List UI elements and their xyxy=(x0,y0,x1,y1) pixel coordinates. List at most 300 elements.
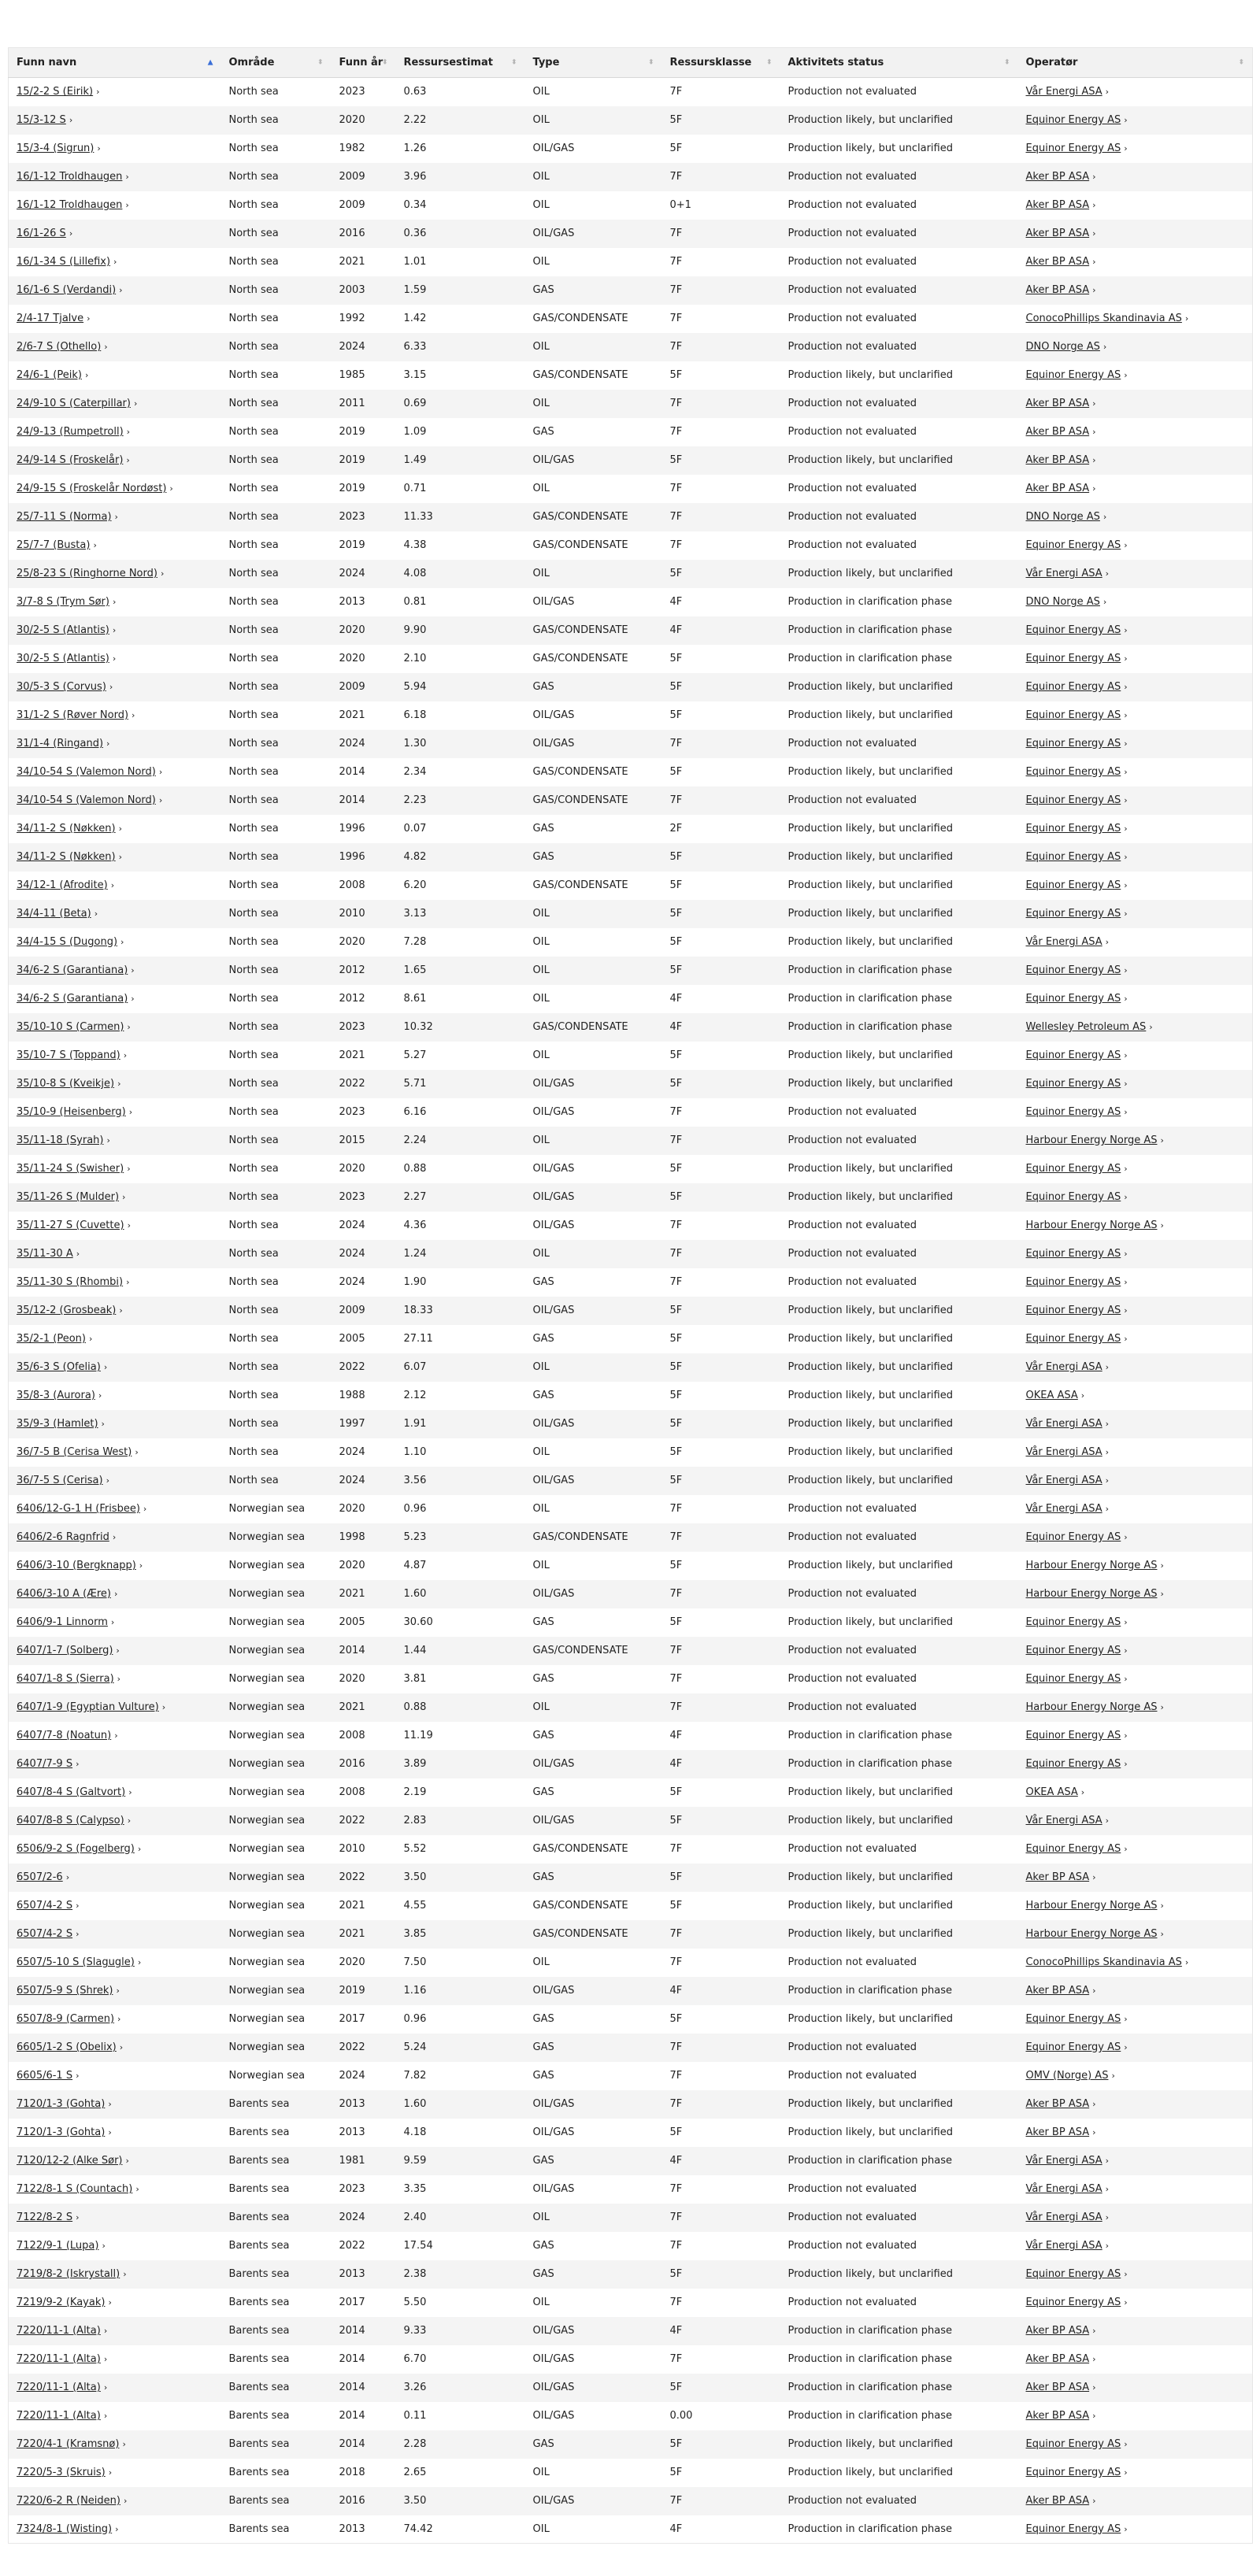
operator-link[interactable]: Aker BP ASA xyxy=(1025,398,1090,409)
operator-link[interactable]: Equinor Energy AS xyxy=(1025,1673,1121,1685)
operator-link[interactable]: Equinor Energy AS xyxy=(1025,624,1121,636)
operator-link[interactable]: Equinor Energy AS xyxy=(1025,1843,1121,1855)
operator-link[interactable]: Equinor Energy AS xyxy=(1025,851,1121,863)
operator-link[interactable]: Equinor Energy AS xyxy=(1025,2467,1121,2478)
chevron-right-icon[interactable]: › xyxy=(123,1050,128,1060)
discovery-link[interactable]: 7219/9-2 (Kayak) xyxy=(17,2297,106,2308)
discovery-link[interactable]: 6407/8-8 S (Calypso) xyxy=(17,1815,124,1827)
discovery-link[interactable]: 35/2-1 (Peon) xyxy=(17,1333,86,1345)
discovery-link[interactable]: 25/8-23 S (Ringhorne Nord) xyxy=(17,568,158,579)
discovery-link[interactable]: 6407/1-8 S (Sierra) xyxy=(17,1673,114,1685)
chevron-right-icon[interactable]: › xyxy=(125,172,129,182)
chevron-right-icon[interactable]: › xyxy=(143,1504,147,1514)
operator-link[interactable]: Equinor Energy AS xyxy=(1025,1616,1121,1628)
operator-link[interactable]: Equinor Energy AS xyxy=(1025,114,1121,126)
chevron-right-icon[interactable]: › xyxy=(1124,795,1128,805)
discovery-link[interactable]: 6507/5-9 S (Shrek) xyxy=(17,1985,113,1997)
discovery-link[interactable]: 6605/6-1 S xyxy=(17,2070,73,2082)
chevron-right-icon[interactable]: › xyxy=(1105,1362,1110,1372)
operator-link[interactable]: OKEA ASA xyxy=(1025,1786,1078,1798)
chevron-right-icon[interactable]: › xyxy=(108,2099,112,2109)
discovery-link[interactable]: 7220/4-1 (Kramsnø) xyxy=(17,2438,120,2450)
discovery-link[interactable]: 7120/1-3 (Gohta) xyxy=(17,2126,106,2138)
chevron-right-icon[interactable]: › xyxy=(1092,172,1096,182)
chevron-right-icon[interactable]: › xyxy=(1124,852,1128,862)
discovery-link[interactable]: 36/7-5 S (Cerisa) xyxy=(17,1475,103,1486)
chevron-right-icon[interactable]: › xyxy=(1105,1504,1110,1514)
operator-link[interactable]: Aker BP ASA xyxy=(1025,454,1090,466)
discovery-link[interactable]: 30/5-3 S (Corvus) xyxy=(17,681,106,693)
chevron-right-icon[interactable]: › xyxy=(1092,1872,1096,1882)
chevron-right-icon[interactable]: › xyxy=(1092,483,1096,494)
chevron-right-icon[interactable]: › xyxy=(1160,1135,1164,1146)
chevron-right-icon[interactable]: › xyxy=(76,2212,80,2223)
discovery-link[interactable]: 7220/5-3 (Skruis) xyxy=(17,2467,106,2478)
chevron-right-icon[interactable]: › xyxy=(1124,1334,1128,1344)
chevron-right-icon[interactable]: › xyxy=(1149,1022,1153,1032)
chevron-right-icon[interactable]: › xyxy=(106,738,110,749)
discovery-link[interactable]: 34/4-15 S (Dugong) xyxy=(17,936,118,948)
chevron-right-icon[interactable]: › xyxy=(1124,2042,1128,2052)
operator-link[interactable]: Equinor Energy AS xyxy=(1025,1078,1121,1090)
chevron-right-icon[interactable]: › xyxy=(108,2297,112,2308)
discovery-link[interactable]: 35/10-9 (Heisenberg) xyxy=(17,1106,126,1118)
chevron-right-icon[interactable]: › xyxy=(125,200,129,210)
chevron-right-icon[interactable]: › xyxy=(112,597,117,607)
chevron-right-icon[interactable]: › xyxy=(1105,2212,1110,2223)
chevron-right-icon[interactable]: › xyxy=(118,852,123,862)
operator-link[interactable]: Equinor Energy AS xyxy=(1025,823,1121,835)
operator-link[interactable]: Aker BP ASA xyxy=(1025,2495,1090,2507)
chevron-right-icon[interactable]: › xyxy=(1105,1419,1110,1429)
chevron-right-icon[interactable]: › xyxy=(1124,1844,1128,1854)
chevron-right-icon[interactable]: › xyxy=(1124,2269,1128,2279)
discovery-link[interactable]: 16/1-26 S xyxy=(17,228,66,239)
discovery-link[interactable]: 7220/11-1 (Alta) xyxy=(17,2410,101,2422)
discovery-link[interactable]: 16/1-34 S (Lillefix) xyxy=(17,256,111,268)
chevron-right-icon[interactable]: › xyxy=(123,2269,127,2279)
chevron-right-icon[interactable]: › xyxy=(133,398,138,409)
chevron-right-icon[interactable]: › xyxy=(126,455,130,465)
discovery-link[interactable]: 7220/6-2 R (Neiden) xyxy=(17,2495,120,2507)
discovery-link[interactable]: 7122/9-1 (Lupa) xyxy=(17,2240,99,2252)
operator-link[interactable]: Harbour Energy Norge AS xyxy=(1025,1701,1158,1713)
chevron-right-icon[interactable]: › xyxy=(1124,682,1128,692)
chevron-right-icon[interactable]: › xyxy=(126,1277,130,1287)
discovery-link[interactable]: 30/2-5 S (Atlantis) xyxy=(17,653,109,664)
operator-link[interactable]: Equinor Energy AS xyxy=(1025,2297,1121,2308)
sort-icon[interactable]: ⬍ xyxy=(1238,58,1244,66)
discovery-link[interactable]: 24/6-1 (Peik) xyxy=(17,369,82,381)
discovery-link[interactable]: 34/6-2 S (Garantiana) xyxy=(17,993,128,1005)
operator-link[interactable]: Aker BP ASA xyxy=(1025,171,1090,183)
discovery-link[interactable]: 24/9-10 S (Caterpillar) xyxy=(17,398,131,409)
discovery-link[interactable]: 34/12-1 (Afrodite) xyxy=(17,879,108,891)
discovery-link[interactable]: 16/1-12 Troldhaugen xyxy=(17,171,123,183)
chevron-right-icon[interactable]: › xyxy=(119,2042,124,2052)
chevron-right-icon[interactable]: › xyxy=(1102,342,1107,352)
chevron-right-icon[interactable]: › xyxy=(1124,767,1128,777)
operator-link[interactable]: DNO Norge AS xyxy=(1025,341,1100,353)
chevron-right-icon[interactable]: › xyxy=(1124,2439,1128,2449)
operator-link[interactable]: Aker BP ASA xyxy=(1025,228,1090,239)
chevron-right-icon[interactable]: › xyxy=(87,313,91,324)
chevron-right-icon[interactable]: › xyxy=(69,115,73,125)
chevron-right-icon[interactable]: › xyxy=(127,1164,131,1174)
chevron-right-icon[interactable]: › xyxy=(108,2127,112,2137)
chevron-right-icon[interactable]: › xyxy=(65,1872,70,1882)
chevron-right-icon[interactable]: › xyxy=(1124,824,1128,834)
chevron-right-icon[interactable]: › xyxy=(114,1589,118,1599)
operator-link[interactable]: Aker BP ASA xyxy=(1025,199,1090,211)
chevron-right-icon[interactable]: › xyxy=(1124,653,1128,664)
chevron-right-icon[interactable]: › xyxy=(118,824,123,834)
chevron-right-icon[interactable]: › xyxy=(1124,2297,1128,2308)
discovery-link[interactable]: 7220/11-1 (Alta) xyxy=(17,2353,101,2365)
operator-link[interactable]: Vår Energi ASA xyxy=(1025,86,1102,98)
chevron-right-icon[interactable]: › xyxy=(104,342,108,352)
operator-link[interactable]: Equinor Energy AS xyxy=(1025,142,1121,154)
chevron-right-icon[interactable]: › xyxy=(122,2439,126,2449)
chevron-right-icon[interactable]: › xyxy=(119,285,123,295)
chevron-right-icon[interactable]: › xyxy=(76,1901,80,1911)
chevron-right-icon[interactable]: › xyxy=(137,1957,142,1967)
discovery-link[interactable]: 16/1-12 Troldhaugen xyxy=(17,199,123,211)
operator-link[interactable]: Aker BP ASA xyxy=(1025,2325,1090,2337)
chevron-right-icon[interactable]: › xyxy=(1160,1929,1164,1939)
discovery-link[interactable]: 6406/3-10 (Bergknapp) xyxy=(17,1560,136,1571)
discovery-link[interactable]: 7122/8-2 S xyxy=(17,2211,73,2223)
operator-link[interactable]: Vår Energi ASA xyxy=(1025,1361,1102,1373)
operator-link[interactable]: Equinor Energy AS xyxy=(1025,1645,1121,1656)
discovery-link[interactable]: 15/2-2 S (Eirik) xyxy=(17,86,94,98)
chevron-right-icon[interactable]: › xyxy=(1102,597,1107,607)
discovery-link[interactable]: 34/10-54 S (Valemon Nord) xyxy=(17,766,156,778)
chevron-right-icon[interactable]: › xyxy=(1080,1390,1085,1401)
chevron-right-icon[interactable]: › xyxy=(1184,313,1189,324)
operator-link[interactable]: Harbour Energy Norge AS xyxy=(1025,1900,1158,1912)
chevron-right-icon[interactable]: › xyxy=(126,427,131,437)
chevron-right-icon[interactable]: › xyxy=(122,1192,126,1202)
operator-link[interactable]: Equinor Energy AS xyxy=(1025,1191,1121,1203)
discovery-link[interactable]: 6506/9-2 S (Fogelberg) xyxy=(17,1843,135,1855)
operator-link[interactable]: Harbour Energy Norge AS xyxy=(1025,1588,1158,1600)
chevron-right-icon[interactable]: › xyxy=(109,682,113,692)
chevron-right-icon[interactable]: › xyxy=(1092,427,1096,437)
chevron-right-icon[interactable]: › xyxy=(1124,1305,1128,1316)
chevron-right-icon[interactable]: › xyxy=(1124,143,1128,154)
discovery-link[interactable]: 6407/7-9 S xyxy=(17,1758,73,1770)
chevron-right-icon[interactable]: › xyxy=(1092,2099,1096,2109)
discovery-link[interactable]: 7122/8-1 S (Countach) xyxy=(17,2183,133,2195)
operator-link[interactable]: Harbour Energy Norge AS xyxy=(1025,1560,1158,1571)
chevron-right-icon[interactable]: › xyxy=(1124,2014,1128,2024)
discovery-link[interactable]: 7220/11-1 (Alta) xyxy=(17,2325,101,2337)
chevron-right-icon[interactable]: › xyxy=(1092,285,1096,295)
operator-link[interactable]: Equinor Energy AS xyxy=(1025,1730,1121,1741)
chevron-right-icon[interactable]: › xyxy=(1124,115,1128,125)
operator-link[interactable]: Aker BP ASA xyxy=(1025,284,1090,296)
operator-link[interactable]: Equinor Energy AS xyxy=(1025,1276,1121,1288)
chevron-right-icon[interactable]: › xyxy=(1124,965,1128,975)
discovery-link[interactable]: 7120/1-3 (Gohta) xyxy=(17,2098,106,2110)
discovery-link[interactable]: 35/10-10 S (Carmen) xyxy=(17,1021,124,1033)
sort-ascending-icon[interactable]: ▲ xyxy=(207,58,213,66)
chevron-right-icon[interactable]: › xyxy=(1124,1645,1128,1656)
chevron-right-icon[interactable]: › xyxy=(127,1815,132,1826)
chevron-right-icon[interactable]: › xyxy=(114,512,118,522)
sort-icon[interactable]: ⬍ xyxy=(510,58,517,66)
operator-link[interactable]: Vår Energi ASA xyxy=(1025,2240,1102,2252)
sort-icon[interactable]: ⬍ xyxy=(317,58,324,66)
chevron-right-icon[interactable]: › xyxy=(1124,1164,1128,1174)
chevron-right-icon[interactable]: › xyxy=(132,710,135,720)
discovery-link[interactable]: 7219/8-2 (Iskrystall) xyxy=(17,2268,120,2280)
chevron-right-icon[interactable]: › xyxy=(76,1929,80,1939)
discovery-link[interactable]: 31/1-4 (Ringand) xyxy=(17,738,104,749)
chevron-right-icon[interactable]: › xyxy=(1124,909,1128,919)
chevron-right-icon[interactable]: › xyxy=(135,1447,139,1457)
operator-link[interactable]: Equinor Energy AS xyxy=(1025,709,1121,721)
operator-link[interactable]: Vår Energi ASA xyxy=(1025,1503,1102,1515)
discovery-link[interactable]: 24/9-15 S (Froskelår Nordøst) xyxy=(17,483,167,494)
discovery-link[interactable]: 15/3-12 S xyxy=(17,114,66,126)
chevron-right-icon[interactable]: › xyxy=(1124,1277,1128,1287)
chevron-right-icon[interactable]: › xyxy=(127,1022,131,1032)
operator-link[interactable]: Equinor Energy AS xyxy=(1025,1163,1121,1175)
chevron-right-icon[interactable]: › xyxy=(103,2354,108,2364)
operator-link[interactable]: Aker BP ASA xyxy=(1025,2410,1090,2422)
chevron-right-icon[interactable]: › xyxy=(89,1334,93,1344)
chevron-right-icon[interactable]: › xyxy=(1105,2184,1110,2194)
discovery-link[interactable]: 3/7-8 S (Trym Sør) xyxy=(17,596,109,608)
operator-link[interactable]: Equinor Energy AS xyxy=(1025,1531,1121,1543)
chevron-right-icon[interactable]: › xyxy=(116,1986,120,1996)
chevron-right-icon[interactable]: › xyxy=(101,1419,105,1429)
discovery-link[interactable]: 35/11-30 S (Rhombi) xyxy=(17,1276,124,1288)
chevron-right-icon[interactable]: › xyxy=(113,257,117,267)
discovery-link[interactable]: 6406/9-1 Linnorm xyxy=(17,1616,108,1628)
chevron-right-icon[interactable]: › xyxy=(117,2014,121,2024)
chevron-right-icon[interactable]: › xyxy=(1124,1674,1128,1684)
chevron-right-icon[interactable]: › xyxy=(1124,1079,1128,1089)
chevron-right-icon[interactable]: › xyxy=(1124,1050,1128,1060)
chevron-right-icon[interactable]: › xyxy=(1124,2467,1128,2478)
chevron-right-icon[interactable]: › xyxy=(1092,200,1096,210)
chevron-right-icon[interactable]: › xyxy=(158,795,163,805)
column-header-type[interactable] xyxy=(525,48,662,78)
chevron-right-icon[interactable]: › xyxy=(103,2326,108,2336)
discovery-link[interactable]: 6507/4-2 S xyxy=(17,1928,73,1940)
discovery-link[interactable]: 2/6-7 S (Othello) xyxy=(17,341,102,353)
discovery-link[interactable]: 6507/2-6 xyxy=(17,1871,63,1883)
operator-link[interactable]: Harbour Energy Norge AS xyxy=(1025,1134,1158,1146)
chevron-right-icon[interactable]: › xyxy=(76,1249,80,1259)
operator-link[interactable]: Equinor Energy AS xyxy=(1025,908,1121,920)
chevron-right-icon[interactable]: › xyxy=(1124,1759,1128,1769)
chevron-right-icon[interactable]: › xyxy=(1105,2241,1110,2251)
operator-link[interactable]: Aker BP ASA xyxy=(1025,1871,1090,1883)
operator-link[interactable]: ConocoPhillips Skandinavia AS xyxy=(1025,1956,1182,1968)
discovery-link[interactable]: 35/12-2 (Grosbeak) xyxy=(17,1305,117,1316)
chevron-right-icon[interactable]: › xyxy=(125,2156,129,2166)
operator-link[interactable]: Equinor Energy AS xyxy=(1025,653,1121,664)
operator-link[interactable]: Equinor Energy AS xyxy=(1025,964,1121,976)
column-header-area[interactable] xyxy=(221,48,332,78)
chevron-right-icon[interactable]: › xyxy=(110,880,115,890)
chevron-right-icon[interactable]: › xyxy=(1124,1532,1128,1542)
discovery-link[interactable]: 6406/12-G-1 H (Frisbee) xyxy=(17,1503,140,1515)
discovery-link[interactable]: 35/11-24 S (Swisher) xyxy=(17,1163,124,1175)
discovery-link[interactable]: 6407/8-4 S (Galtvort) xyxy=(17,1786,126,1798)
operator-link[interactable]: Vår Energi ASA xyxy=(1025,2155,1102,2167)
chevron-right-icon[interactable]: › xyxy=(112,1532,117,1542)
operator-link[interactable]: Equinor Energy AS xyxy=(1025,2522,1121,2535)
chevron-right-icon[interactable]: › xyxy=(1092,2127,1096,2137)
chevron-right-icon[interactable]: › xyxy=(1092,455,1096,465)
operator-link[interactable]: ConocoPhillips Skandinavia AS xyxy=(1025,313,1182,324)
discovery-link[interactable]: 34/10-54 S (Valemon Nord) xyxy=(17,794,156,806)
chevron-right-icon[interactable]: › xyxy=(1105,1815,1110,1826)
operator-link[interactable]: Equinor Energy AS xyxy=(1025,1106,1121,1118)
chevron-right-icon[interactable]: › xyxy=(119,1305,123,1316)
chevron-right-icon[interactable]: › xyxy=(1124,1617,1128,1627)
discovery-link[interactable]: 6605/1-2 S (Obelix) xyxy=(17,2041,117,2053)
chevron-right-icon[interactable]: › xyxy=(1124,710,1128,720)
discovery-link[interactable]: 35/10-7 S (Toppand) xyxy=(17,1049,120,1061)
operator-link[interactable]: Vår Energi ASA xyxy=(1025,2183,1102,2195)
operator-link[interactable]: Vår Energi ASA xyxy=(1025,936,1102,948)
chevron-right-icon[interactable]: › xyxy=(84,370,89,380)
operator-link[interactable]: Equinor Energy AS xyxy=(1025,794,1121,806)
chevron-right-icon[interactable]: › xyxy=(1124,994,1128,1004)
operator-link[interactable]: Equinor Energy AS xyxy=(1025,879,1121,891)
chevron-right-icon[interactable]: › xyxy=(137,1844,142,1854)
operator-link[interactable]: Vår Energi ASA xyxy=(1025,2211,1102,2223)
chevron-right-icon[interactable]: › xyxy=(158,767,163,777)
chevron-right-icon[interactable]: › xyxy=(1124,1192,1128,1202)
chevron-right-icon[interactable]: › xyxy=(76,1759,80,1769)
chevron-right-icon[interactable]: › xyxy=(1092,2326,1096,2336)
operator-link[interactable]: Vår Energi ASA xyxy=(1025,1418,1102,1430)
discovery-link[interactable]: 6407/7-8 (Noatun) xyxy=(17,1730,112,1741)
operator-link[interactable]: Harbour Energy Norge AS xyxy=(1025,1220,1158,1231)
discovery-link[interactable]: 6406/2-6 Ragnfrid xyxy=(17,1531,109,1543)
sort-icon[interactable]: ⬍ xyxy=(1003,58,1010,66)
operator-link[interactable]: Aker BP ASA xyxy=(1025,256,1090,268)
chevron-right-icon[interactable]: › xyxy=(131,965,135,975)
chevron-right-icon[interactable]: › xyxy=(1124,2523,1128,2534)
operator-link[interactable]: Equinor Energy AS xyxy=(1025,2438,1121,2450)
chevron-right-icon[interactable]: › xyxy=(160,568,165,579)
discovery-link[interactable]: 34/11-2 S (Nøkken) xyxy=(17,823,116,835)
chevron-right-icon[interactable]: › xyxy=(128,1787,132,1797)
operator-link[interactable]: Aker BP ASA xyxy=(1025,426,1090,438)
operator-link[interactable]: Vår Energi ASA xyxy=(1025,1475,1102,1486)
operator-link[interactable]: Equinor Energy AS xyxy=(1025,539,1121,551)
discovery-link[interactable]: 6507/8-9 (Carmen) xyxy=(17,2013,115,2025)
operator-link[interactable]: Aker BP ASA xyxy=(1025,1985,1090,1997)
chevron-right-icon[interactable]: › xyxy=(1105,568,1110,579)
chevron-right-icon[interactable]: › xyxy=(98,1390,102,1401)
chevron-right-icon[interactable]: › xyxy=(1160,1901,1164,1911)
operator-link[interactable]: Equinor Energy AS xyxy=(1025,369,1121,381)
chevron-right-icon[interactable]: › xyxy=(96,87,100,98)
operator-link[interactable]: Equinor Energy AS xyxy=(1025,766,1121,778)
chevron-right-icon[interactable]: › xyxy=(103,2411,108,2421)
operator-link[interactable]: Vår Energi ASA xyxy=(1025,568,1102,579)
chevron-right-icon[interactable]: › xyxy=(1080,1787,1085,1797)
chevron-right-icon[interactable]: › xyxy=(1124,1107,1128,1117)
column-header-name[interactable] xyxy=(9,48,221,78)
chevron-right-icon[interactable]: › xyxy=(93,540,97,550)
chevron-right-icon[interactable]: › xyxy=(108,2467,113,2478)
operator-link[interactable]: Aker BP ASA xyxy=(1025,483,1090,494)
discovery-link[interactable]: 24/9-13 (Rumpetroll) xyxy=(17,426,124,438)
chevron-right-icon[interactable]: › xyxy=(1105,1475,1110,1486)
chevron-right-icon[interactable]: › xyxy=(128,1107,133,1117)
chevron-right-icon[interactable]: › xyxy=(127,1220,131,1231)
chevron-right-icon[interactable]: › xyxy=(112,653,117,664)
operator-link[interactable]: Equinor Energy AS xyxy=(1025,1248,1121,1260)
chevron-right-icon[interactable]: › xyxy=(1124,540,1128,550)
operator-link[interactable]: Equinor Energy AS xyxy=(1025,681,1121,693)
operator-link[interactable]: Vår Energi ASA xyxy=(1025,1815,1102,1827)
chevron-right-icon[interactable]: › xyxy=(1160,1589,1164,1599)
operator-link[interactable]: Wellesley Petroleum AS xyxy=(1025,1021,1147,1033)
discovery-link[interactable]: 34/11-2 S (Nøkken) xyxy=(17,851,116,863)
chevron-right-icon[interactable]: › xyxy=(1092,257,1096,267)
sort-icon[interactable]: ⬍ xyxy=(381,58,388,66)
chevron-right-icon[interactable]: › xyxy=(1092,2496,1096,2506)
column-header-operator[interactable] xyxy=(1018,48,1253,78)
chevron-right-icon[interactable]: › xyxy=(1105,937,1110,947)
chevron-right-icon[interactable]: › xyxy=(139,1560,143,1571)
chevron-right-icon[interactable]: › xyxy=(1111,2071,1115,2081)
chevron-right-icon[interactable]: › xyxy=(1092,2354,1096,2364)
chevron-right-icon[interactable]: › xyxy=(115,2523,119,2534)
discovery-link[interactable]: 7220/11-1 (Alta) xyxy=(17,2382,101,2393)
chevron-right-icon[interactable]: › xyxy=(120,937,124,947)
chevron-right-icon[interactable]: › xyxy=(1124,625,1128,635)
chevron-right-icon[interactable]: › xyxy=(106,1135,110,1146)
chevron-right-icon[interactable]: › xyxy=(116,1645,120,1656)
discovery-link[interactable]: 35/9-3 (Hamlet) xyxy=(17,1418,98,1430)
chevron-right-icon[interactable]: › xyxy=(1092,2411,1096,2421)
operator-link[interactable]: Aker BP ASA xyxy=(1025,2126,1090,2138)
chevron-right-icon[interactable]: › xyxy=(1124,1730,1128,1741)
chevron-right-icon[interactable]: › xyxy=(1160,1560,1164,1571)
chevron-right-icon[interactable]: › xyxy=(1160,1220,1164,1231)
discovery-link[interactable]: 25/7-11 S (Norma) xyxy=(17,511,112,523)
discovery-link[interactable]: 24/9-14 S (Froskelår) xyxy=(17,454,124,466)
discovery-link[interactable]: 35/11-26 S (Mulder) xyxy=(17,1191,120,1203)
sort-icon[interactable]: ⬍ xyxy=(647,58,654,66)
operator-link[interactable]: Equinor Energy AS xyxy=(1025,2013,1121,2025)
operator-link[interactable]: Equinor Energy AS xyxy=(1025,738,1121,749)
chevron-right-icon[interactable]: › xyxy=(1092,228,1096,239)
chevron-right-icon[interactable]: › xyxy=(110,1617,115,1627)
chevron-right-icon[interactable]: › xyxy=(114,1730,118,1741)
discovery-link[interactable]: 30/2-5 S (Atlantis) xyxy=(17,624,109,636)
chevron-right-icon[interactable]: › xyxy=(161,1702,166,1712)
discovery-link[interactable]: 35/8-3 (Aurora) xyxy=(17,1390,95,1401)
chevron-right-icon[interactable]: › xyxy=(102,2241,106,2251)
chevron-right-icon[interactable]: › xyxy=(1105,2156,1110,2166)
chevron-right-icon[interactable]: › xyxy=(135,2184,139,2194)
chevron-right-icon[interactable]: › xyxy=(1124,738,1128,749)
discovery-link[interactable]: 35/6-3 S (Ofelia) xyxy=(17,1361,101,1373)
